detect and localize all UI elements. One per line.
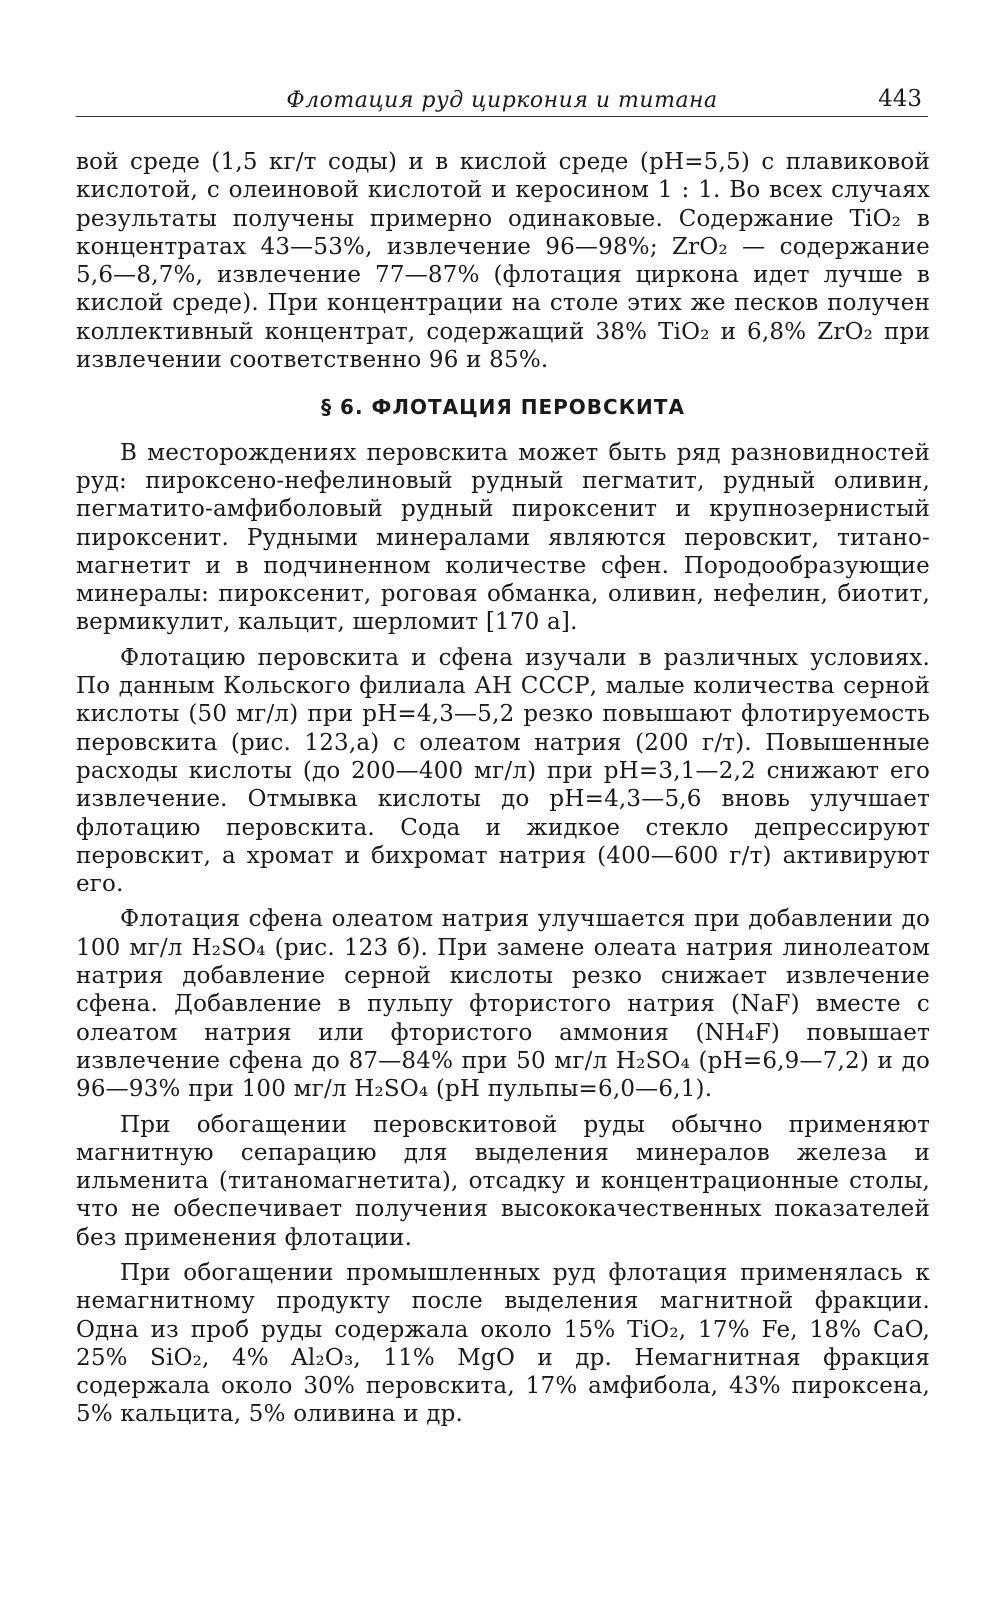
page-number: 443 <box>878 86 922 112</box>
paragraph-continuation: вой среде (1,5 кг/т соды) и в кислой среде (pH=5,5) с плавиковой кислотой, с олеиновой кислотой и керосином 1 : 1. Во всех случаях результаты получены примерно одинаковые. Содержание TiO₂ в концентратах 43—53%, извлечение 96—98%; ZrO₂ — содержание 5,6—8,7%, извлечение 77—87% (флотация циркона идет лучше в кислой среде). При концентрации на столе этих же песков получен коллективный концентрат, содержащий 38% TiO₂ и 6,8% ZrO₂ при извлечении соответственно 96 и 85%. <box>76 149 930 374</box>
section-heading: § 6. ФЛОТАЦИЯ ПЕРОВСКИТА <box>321 395 685 420</box>
paragraph: Флотацию перовскита и сфена изучали в различных условиях. По данным Кольского филиала АН СССР, малые количества серной кислоты (50 мг/л) при pH=4,3—5,2 резко повышают флотируемость перовскита (рис. 123,а) с олеатом натрия (200 г/т). Повышенные расходы кислоты (до 200—400 мг/л) при pH=3,1—2,2 снижают его извлечение. Отмывка кислоты до pH=4,3—5,6 вновь улучшает флотацию перовскита. Сода и жидкое стекло депрессируют перовскит, а хромат и бихромат натрия (400—600 г/т) активируют его. <box>76 644 930 898</box>
paragraph: При обогащении промышленных руд флотация применялась к немагнитному продукту после выделения магнитной фракции. Одна из проб руды содержала около 15% TiO₂, 17% Fe, 18% CaO, 25% SiO₂, 4% Al₂O₃, 11% MgO и др. Немагнитная фракция содержала около 30% перовскита, 17% амфибола, 43% пироксена, 5% кальцита, 5% оливина и др. <box>76 1259 930 1428</box>
paragraph: При обогащении перовскитовой руды обычно применяют магнитную сепарацию для выделения минералов железа и ильменита (титаномагнетита), отсадку и концентрационные столы, что не обеспечивает получения высококачественных показателей без применения флотации. <box>76 1111 930 1251</box>
body-text <box>76 148 930 1429</box>
paragraph: Флотация сфена олеатом натрия улучшается при добавлении до 100 мг/л H₂SO₄ (рис. 123 б). При замене олеата натрия линолеатом натрия добавление серной кислоты резко снижает извлечение сфена. Добавление в пульпу фтористого натрия (NaF) вместе с олеатом натрия или фтористого аммония (NH₄F) повышает извлечение сфена до 87—84% при 50 мг/л H₂SO₄ (pH=6,9—7,2) и до 96—93% при 100 мг/л H₂SO₄ (pH пульпы=6,0—6,1). <box>76 906 930 1103</box>
running-title: Флотация руд циркония и титана <box>286 88 718 113</box>
page-header <box>76 82 928 117</box>
paragraph: В месторождениях перовскита может быть ряд разновидностей руд: пироксено-нефелиновый рудный пегматит, рудный оливин, пегматито-амфиболовый рудный пироксенит и крупнозернистый пироксенит. Рудными минералами являются перовскит, титано-магнетит и в подчиненном количестве сфен. Породообразующие минералы: пироксенит, роговая обманка, оливин, нефелин, биотит, вермикулит, кальцит, шерломит [170 а]. <box>76 439 930 636</box>
